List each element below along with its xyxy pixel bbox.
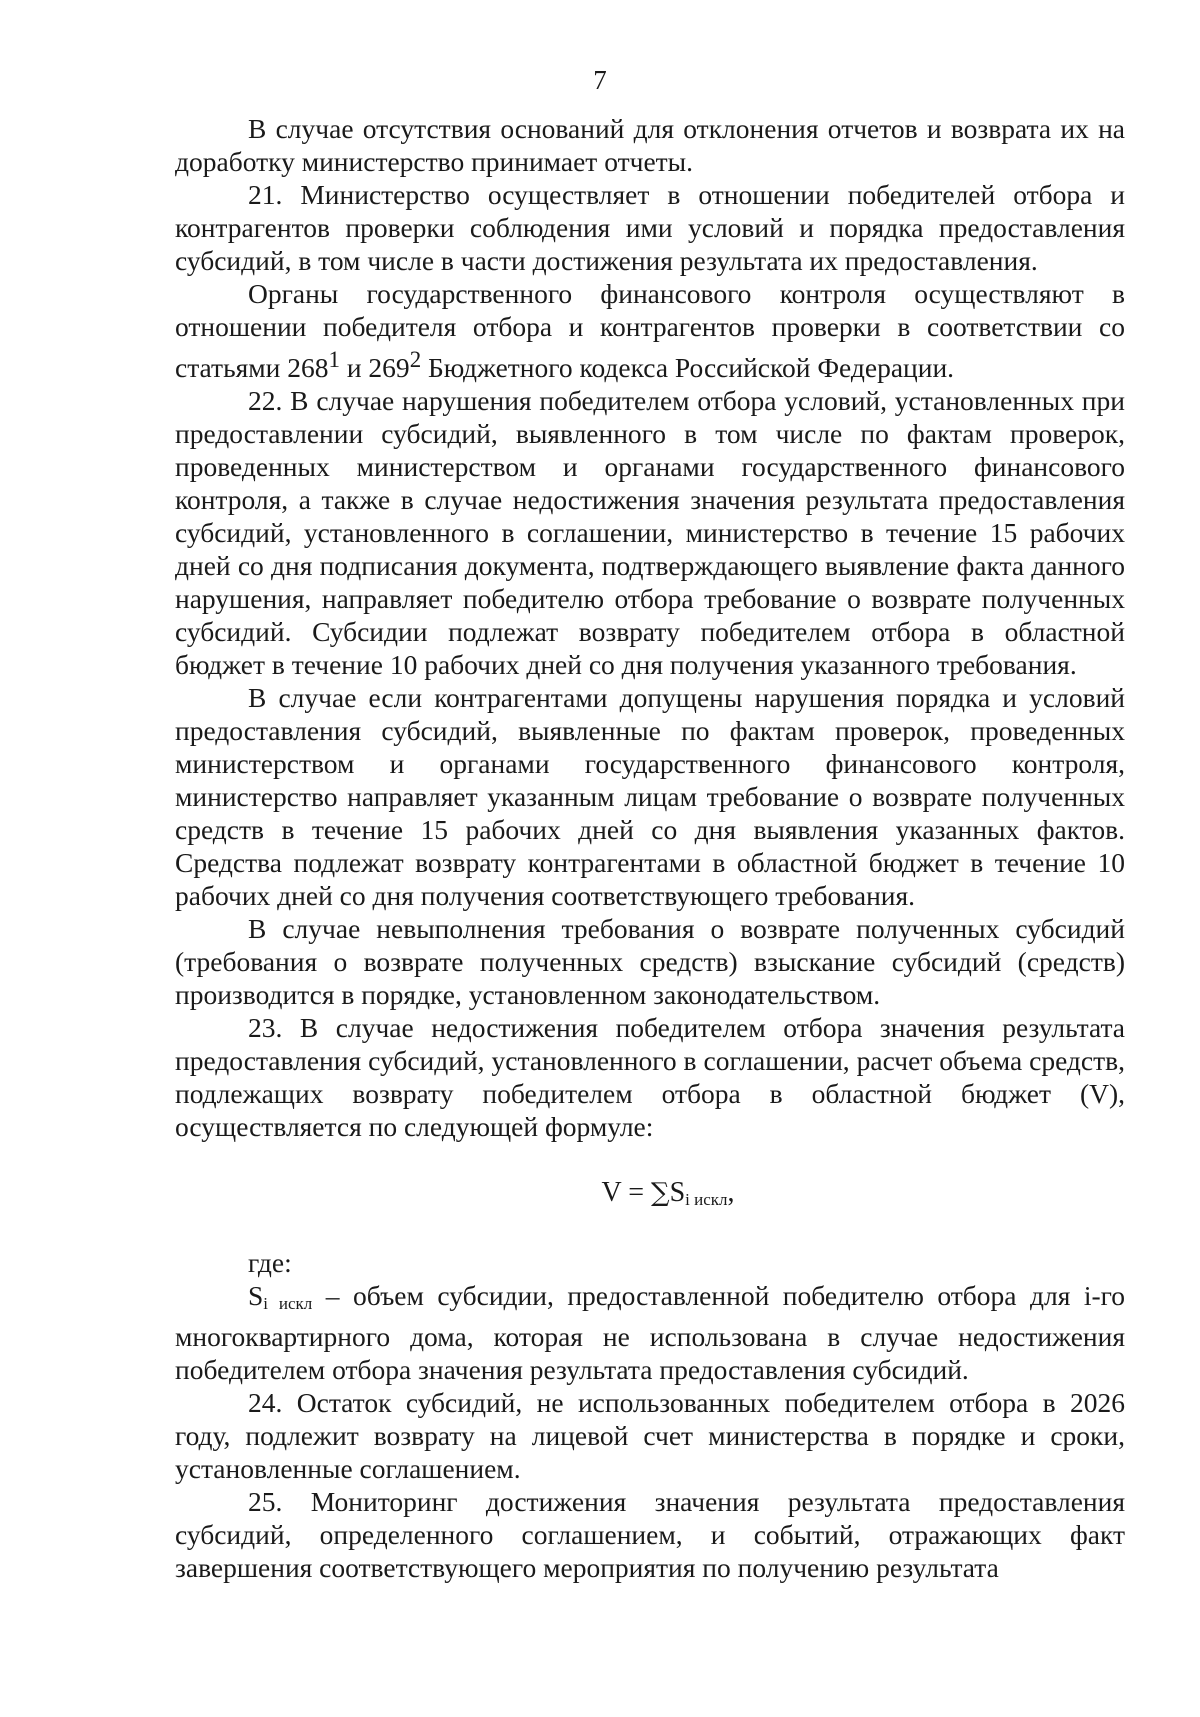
document-body <box>175 112 1125 1584</box>
definition-text: – объем субсидии, предоставленной победителю отбора для i-го многоквартирного дома, которая не использована в случае недостижения победителем отбора значения результата предоставления субсидий. <box>175 1280 1125 1386</box>
definition-subscript: i искл <box>263 1294 313 1314</box>
formula-lhs: V = <box>601 1177 651 1209</box>
sum-symbol: ∑ <box>651 1178 670 1209</box>
text-segment: Органы государственного финансового контроля осуществляют в отношении победителя отбора и контрагентов проверки в соответствии со статьями 268 <box>175 278 1125 384</box>
paragraph-recovery: В случае невыполнения требования о возврате полученных субсидий (требования о возврате полученных средств) взыскание субсидий (средств) производится в порядке, установленном законодательством. <box>175 913 1125 1011</box>
paragraph-item-23: 23. В случае недостижения победителем отбора значения результата предоставления субсидий, установленного в соглашении, расчет объема средств, подлежащих возврату победителем отбора в областной бюджет (V), осуществляется по следующей формуле: <box>175 1012 1125 1143</box>
paragraph-item-22: 22. В случае нарушения победителем отбора условий, установленных при предоставлении субсидий, выявленного в том числе по фактам проверок, проведенных министерством и органами государственного финансового контроля, а также в случае недостижения значения результата предоставления субсидий, установленного в соглашении, министерство в течение 15 рабочих дней со дня подписания документа, подтверждающего выявление факта данного нарушения, направляет победителю отбора требование о возврате полученных субсидий. Субсидии подлежат возврату победителем отбора в областной бюджет в течение 10 рабочих дней со дня получения указанного требования. <box>175 385 1125 681</box>
superscript: 2 <box>409 347 422 372</box>
paragraph-definition <box>175 1279 1125 1386</box>
formula-subscript: i искл <box>685 1190 728 1210</box>
definition-variable: S <box>248 1280 264 1312</box>
where-label: где: <box>248 1247 292 1279</box>
page-number: 7 <box>593 65 607 95</box>
paragraph-financial-control <box>175 277 1125 384</box>
paragraph-item-21: 21. Министерство осуществляет в отношении победителей отбора и контрагентов проверки соблюдения ими условий и порядка предоставления субсидий, в том числе в части достижения результата их предоставления. <box>175 179 1125 276</box>
paragraph-contractors: В случае если контрагентами допущены нарушения порядка и условий предоставления субсидий, выявленные по фактам проверок, проведенных министерством и органами государственного финансового контроля, министерство направляет указанным лицам требование о возврате полученных средств в течение 15 рабочих дней со дня выявления указанных фактов. Средства подлежат возврату контрагентами в областной бюджет в течение 10 рабочих дней со дня получения соответствующего требования. <box>175 682 1125 912</box>
paragraph-reports-accepted: В случае отсутствия оснований для отклонения отчетов и возврата их на доработку министерство принимает отчеты. <box>175 113 1125 177</box>
formula <box>211 1173 1125 1220</box>
text-segment: Бюджетного кодекса Российской Федерации. <box>421 352 955 384</box>
paragraph-item-25: 25. Мониторинг достижения значения результата предоставления субсидий, определенного соглашением, и событий, отражающих факт завершения соответствующего мероприятия по получению результата <box>175 1486 1125 1584</box>
paragraph-item-24: 24. Остаток субсидий, не использованных победителем отбора в 2026 году, подлежит возврату на лицевой счет министерства в порядке и сроки, установленные соглашением. <box>175 1387 1125 1485</box>
formula-tail: , <box>727 1177 735 1209</box>
formula-variable: S <box>669 1177 686 1209</box>
superscript: 1 <box>328 347 340 372</box>
text-segment: и 269 <box>339 352 410 384</box>
